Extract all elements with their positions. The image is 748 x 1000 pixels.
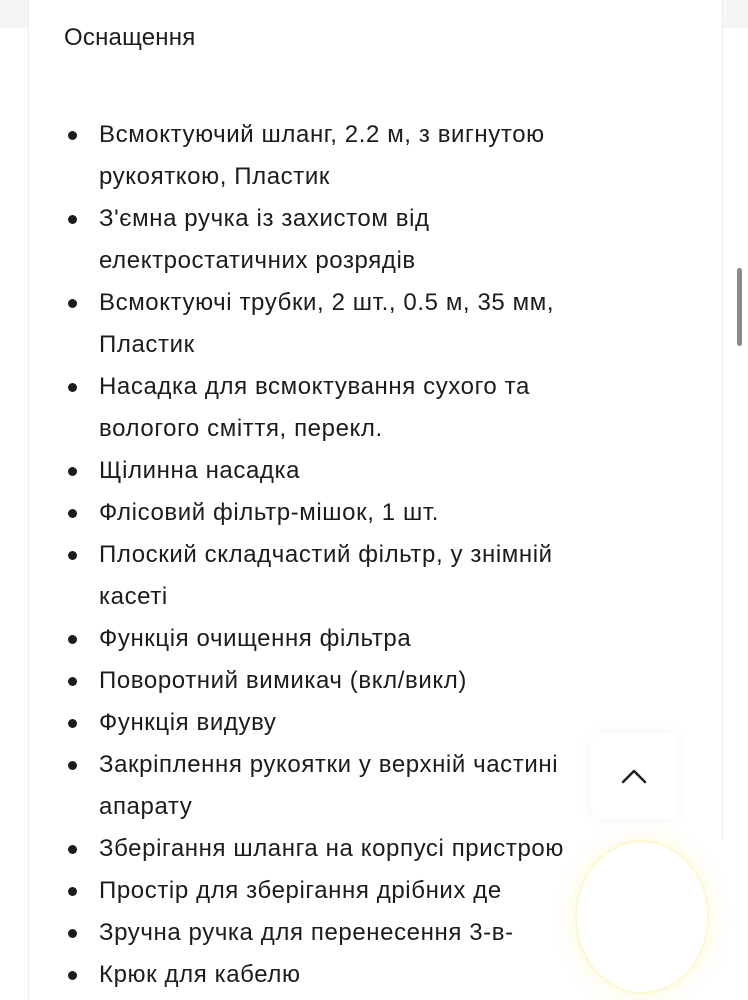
bullet-icon <box>68 551 77 560</box>
bullet-icon <box>68 971 77 980</box>
feature-line: Флісовий фільтр-мішок, 1 шт. <box>99 499 440 526</box>
feature-item <box>64 744 654 828</box>
feature-line: З'ємна ручка із захистом від <box>99 205 430 232</box>
scrollbar[interactable] <box>737 268 742 346</box>
scroll-to-top-button[interactable] <box>591 733 677 819</box>
bullet-icon <box>68 719 77 728</box>
feature-item <box>64 282 654 366</box>
feature-line: Функція видуву <box>99 709 277 736</box>
bullet-icon <box>68 845 77 854</box>
feature-item <box>64 534 654 618</box>
feature-line: електростатичних розрядів <box>99 247 416 274</box>
feature-item <box>64 660 654 702</box>
feature-line: Крюк для кабелю <box>99 961 301 988</box>
feature-line: Пластик <box>99 331 195 358</box>
feature-line: Простір для зберігання дрібних де <box>99 877 502 904</box>
feature-line: апарату <box>99 793 193 820</box>
feature-line: Насадка для всмоктування сухого та <box>99 373 530 400</box>
bullet-icon <box>68 887 77 896</box>
chevron-up-icon <box>621 768 647 784</box>
feature-line: Всмоктуючий шланг, 2.2 м, з вигнутою <box>99 121 545 148</box>
feature-item <box>64 954 654 996</box>
bullet-icon <box>68 929 77 938</box>
feature-item <box>64 450 654 492</box>
bullet-icon <box>68 635 77 644</box>
feature-line: Зручна ручка для перенесення 3-в- <box>99 919 514 946</box>
bullet-icon <box>68 383 77 392</box>
bullet-icon <box>68 677 77 686</box>
feature-line: Поворотний вимикач (вкл/викл) <box>99 667 467 694</box>
feature-line: Закріплення рукоятки у верхній частині <box>99 751 559 778</box>
feature-item <box>64 702 654 744</box>
feature-line: Функція очищення фільтра <box>99 625 412 652</box>
feature-item <box>64 492 654 534</box>
feature-line: Зберігання шланга на корпусі пристрою <box>99 835 564 862</box>
feature-item <box>64 114 654 198</box>
bullet-icon <box>68 467 77 476</box>
feature-line: касеті <box>99 583 168 610</box>
feature-item <box>64 366 654 450</box>
bullet-icon <box>68 299 77 308</box>
feature-item <box>64 828 654 870</box>
feature-line: вологого сміття, перекл. <box>99 415 383 442</box>
feature-item <box>64 912 654 954</box>
feature-line: Плоский складчастий фільтр, у знімній <box>99 541 553 568</box>
bullet-icon <box>68 131 77 140</box>
feature-line: Всмоктуючі трубки, 2 шт., 0.5 м, 35 мм, <box>99 289 555 316</box>
feature-item <box>64 198 654 282</box>
feature-item <box>64 618 654 660</box>
section-title: Оснащення <box>64 24 196 51</box>
yellow-glow <box>575 840 709 994</box>
feature-line: Щілинна насадка <box>99 457 301 484</box>
feature-list <box>64 114 654 996</box>
bullet-icon <box>68 761 77 770</box>
bullet-icon <box>68 215 77 224</box>
feature-line: рукояткою, Пластик <box>99 163 330 190</box>
bullet-icon <box>68 509 77 518</box>
feature-item <box>64 870 654 912</box>
